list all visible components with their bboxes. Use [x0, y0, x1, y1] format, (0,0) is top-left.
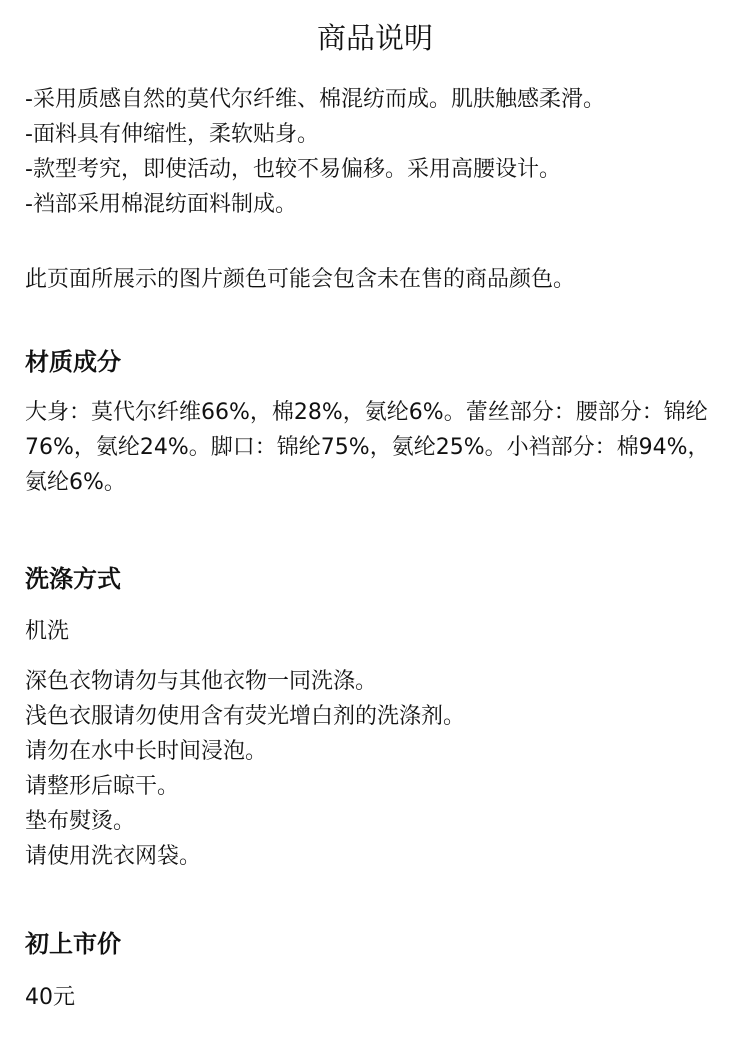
- feature-item: -面料具有伸缩性，柔软贴身。: [25, 122, 319, 147]
- washing-instructions: [25, 664, 740, 874]
- washing-instruction: 请勿在水中长时间浸泡。: [25, 739, 268, 764]
- washing-instruction: 请使用洗衣网袋。: [25, 844, 202, 869]
- washing-method: 机洗: [25, 619, 70, 644]
- washing-instruction: 浅色衣服请勿使用含有荧光增白剂的洗涤剂。: [25, 704, 466, 729]
- color-note: 此页面所展示的图片颜色可能会包含未在售的商品颜色。: [25, 267, 576, 292]
- feature-item: -裆部采用棉混纺面料制成。: [25, 192, 297, 217]
- material-heading: 材质成分: [25, 348, 121, 376]
- material-text: 大身：莫代尔纤维66%，棉28%，氨纶6%。蕾丝部分：腰部分：锦纶76%，氨纶24%。脚口：锦纶75%，氨纶25%。小裆部分：棉94%，氨纶6%。: [25, 400, 710, 495]
- price-heading: 初上市价: [25, 930, 121, 958]
- price-value: 40元: [25, 985, 75, 1010]
- feature-item: -款型考究，即使活动，也较不易偏移。采用高腰设计。: [25, 157, 561, 182]
- feature-list: [25, 82, 740, 222]
- washing-instruction: 垫布熨烫。: [25, 809, 136, 834]
- page-title: 商品说明: [316, 21, 433, 55]
- feature-item: -采用质感自然的莫代尔纤维、棉混纺而成。肌肤触感柔滑。: [25, 87, 605, 112]
- washing-instruction: 深色衣物请勿与其他衣物一同洗涤。: [25, 669, 378, 694]
- washing-instruction: 请整形后晾干。: [25, 774, 180, 799]
- washing-heading: 洗涤方式: [25, 565, 121, 593]
